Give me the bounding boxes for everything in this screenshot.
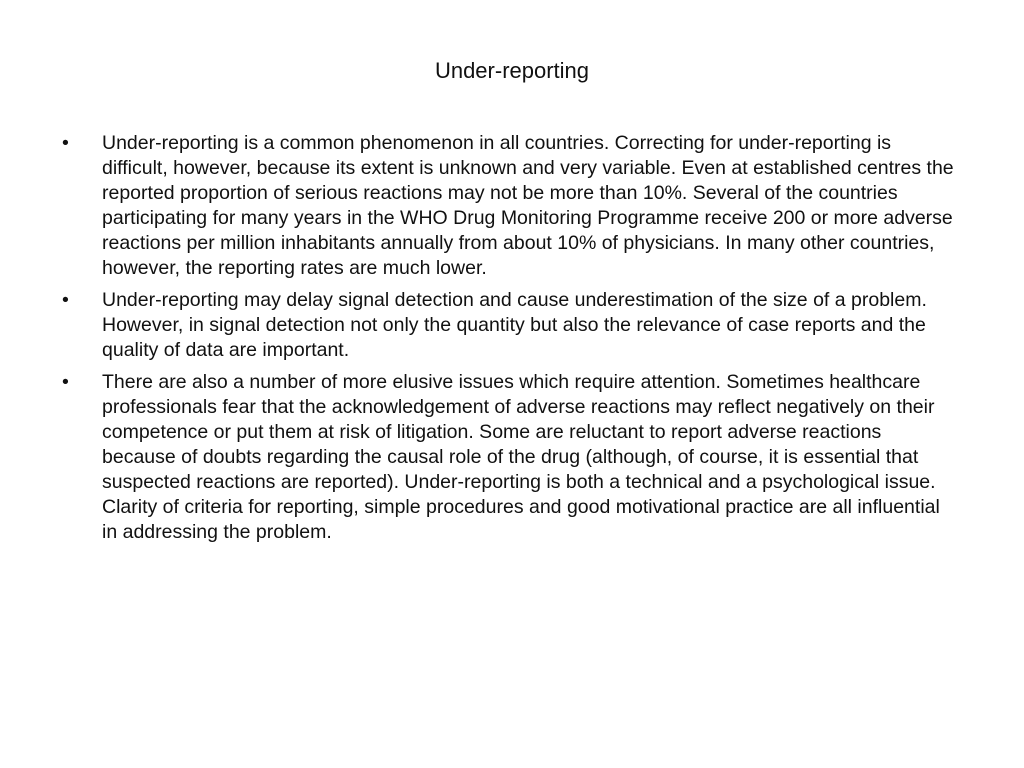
bullet-text: Under-reporting is a common phenomenon in all countries. Correcting for under-reporting is difficult, however, because its extent is unknown and very variable. Even at established centres the reported proportion of serious reactions may not be more than 10%. Several of the countries participating for many years in the WHO Drug Monitoring Programme receive 200 or more adverse reactions per million inhabitants annually from about 10% of physicians. In many other countries, however, the reporting rates are much lower. bbox=[102, 132, 954, 279]
bullet-list bbox=[60, 131, 958, 552]
bullet-text: Under-reporting may delay signal detection and cause underestimation of the size of a problem. However, in signal detection not only the quantity but also the relevance of case reports and the quality of data are important. bbox=[102, 289, 927, 361]
bullet-item-3 bbox=[60, 370, 958, 545]
bullet-item-2 bbox=[60, 288, 958, 363]
bullet-icon: • bbox=[62, 289, 69, 311]
bullet-icon: • bbox=[62, 371, 69, 393]
bullet-icon: • bbox=[62, 132, 69, 154]
slide-title: Under-reporting bbox=[434, 58, 590, 83]
bullet-item-1 bbox=[60, 131, 958, 281]
bullet-text: There are also a number of more elusive issues which require attention. Sometimes healthcare professionals fear that the acknowledgement of adverse reactions may reflect negatively on their competence or put them at risk of litigation. Some are reluctant to report adverse reactions because of doubts regarding the causal role of the drug (although, of course, it is essential that suspected reactions are reported). Under-reporting is both a technical and a psychological issue. Clarity of criteria for reporting, simple procedures and good motivational practice are all influential in addressing the problem. bbox=[102, 371, 940, 543]
